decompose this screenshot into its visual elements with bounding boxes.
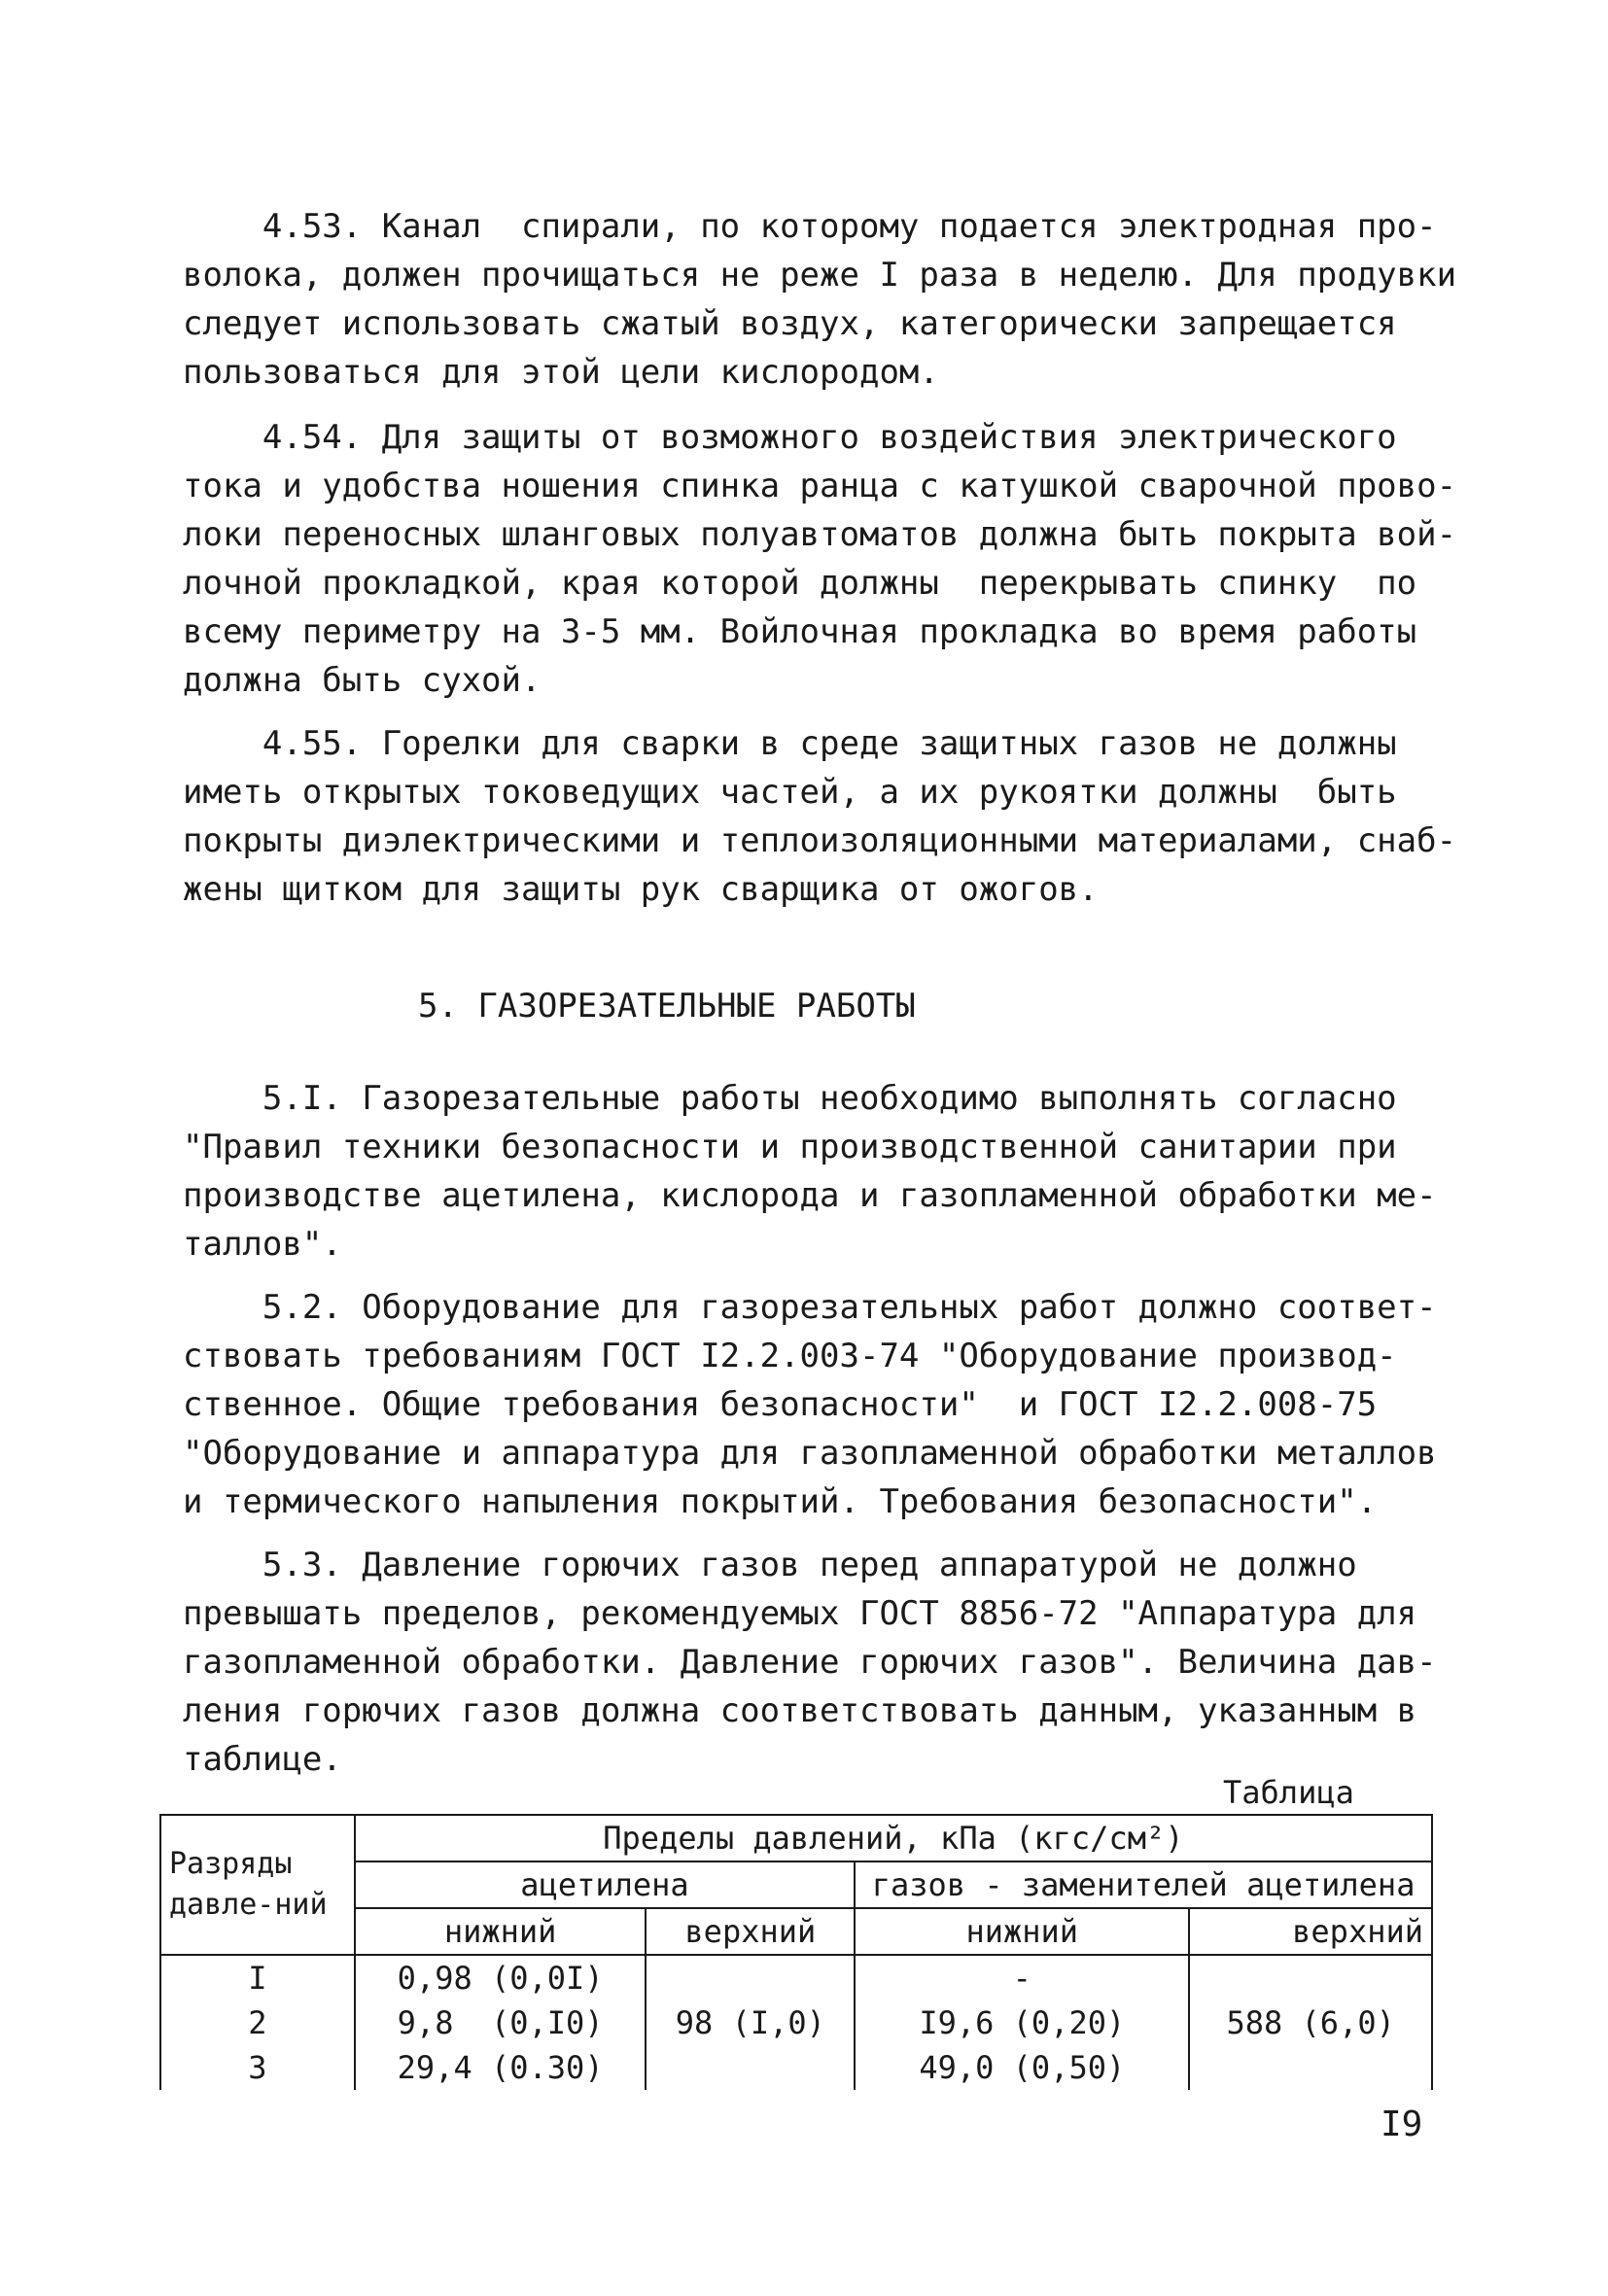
text-line: лочной прокладкой, края которой должны перекрывать спинку по: [183, 564, 1417, 603]
table-cell: I: [160, 1955, 355, 2000]
pressure-table-wrap: [159, 1814, 1433, 2090]
column-header: верхний: [646, 1908, 855, 1955]
text-line: и термического напыления покрытий. Требования безопасности".: [183, 1482, 1378, 1521]
text-line: ственное. Общие требования безопасности" и ГОСТ I2.2.008-75: [183, 1385, 1378, 1424]
table-caption: Таблица: [1223, 1774, 1354, 1811]
text-line: таблице.: [183, 1740, 342, 1779]
paragraph-5-1: [183, 1074, 1447, 1269]
column-header: газов - заменителей ацетилена: [855, 1861, 1432, 1908]
table-cell: [1189, 2045, 1432, 2090]
table-cell: 2: [160, 2000, 355, 2045]
text-line: 5.I. Газорезательные работы необходимо выполнять согласно: [183, 1079, 1397, 1118]
column-header: ацетилена: [355, 1861, 855, 1908]
paragraph-5-3: [183, 1541, 1447, 1784]
table-row: [160, 2045, 1432, 2090]
page-number: I9: [1381, 2105, 1423, 2144]
text-line: жены щитком для защиты рук сварщика от ожогов.: [183, 870, 1099, 909]
text-line: следует использовать сжатый воздух, категорически запрещается: [183, 304, 1397, 343]
text-line: "Правил техники безопасности и производственной санитарии при: [183, 1128, 1397, 1166]
text-line: 5.3. Давление горючих газов перед аппаратурой не должно: [183, 1546, 1357, 1584]
table-cell: 588 (6,0): [1189, 2000, 1432, 2045]
text-line: производстве ацетилена, кислорода и газопламенной обработки ме-: [183, 1176, 1437, 1215]
table-cell: 0,98 (0,0I): [355, 1955, 647, 2000]
text-line: ствовать требованиям ГОСТ I2.2.003-74 "Оборудование производ-: [183, 1337, 1397, 1375]
text-line: локи переносных шланговых полуавтоматов должна быть покрыта вой-: [183, 515, 1457, 554]
paragraph-4-53: [183, 202, 1457, 397]
text-line: тока и удобства ношения спинка ранца с катушкой сварочной прово-: [183, 467, 1457, 505]
table-cell: 9,8 (0,I0): [355, 2000, 647, 2045]
text-line: таллов".: [183, 1225, 342, 1264]
pressure-table: [159, 1814, 1433, 2090]
table-cell: 98 (I,0): [646, 2000, 855, 2045]
text-line: иметь открытых токоведущих частей, а их рукоятки должны быть: [183, 773, 1397, 812]
table-cell: -: [855, 1955, 1189, 2000]
table-cell: [1189, 1955, 1432, 2000]
text-line: превышать пределов, рекомендуемых ГОСТ 8856-72 "Аппаратура для: [183, 1594, 1417, 1633]
table-row: [160, 1955, 1432, 2000]
table-cell: I9,6 (0,20): [855, 2000, 1189, 2045]
paragraph-4-55: [183, 719, 1457, 914]
text-line: должна быть сухой.: [183, 661, 542, 700]
group-header-text: Пределы давлений, кПа (кгс/см²): [603, 1820, 1184, 1857]
column-header: нижний: [355, 1908, 647, 1955]
text-line: газопламенной обработки. Давление горючих газов". Величина дав-: [183, 1643, 1437, 1682]
text-line: пользоваться для этой цели кислородом.: [183, 353, 939, 392]
text-line: 5.2. Оборудование для газорезательных работ должно соответ-: [183, 1288, 1437, 1327]
column-header: верхний: [1189, 1908, 1432, 1955]
text-line: ления горючих газов должна соответствовать данным, указанным в: [183, 1691, 1417, 1730]
table-row: [160, 2000, 1432, 2045]
text-line: 4.54. Для защиты от возможного воздействия электрического: [183, 418, 1397, 457]
group-header-cell: [355, 1815, 1432, 1861]
row-header-text: Разряды давле-ний: [169, 1847, 328, 1922]
text-line: "Оборудование и аппаратура для газопламенной обработки металлов: [183, 1434, 1437, 1473]
column-header: нижний: [855, 1908, 1189, 1955]
table-cell: 3: [160, 2045, 355, 2090]
text-line: покрыты диэлектрическими и теплоизоляционными материалами, снаб-: [183, 821, 1457, 860]
paragraph-4-54: [183, 413, 1457, 705]
table-cell: 49,0 (0,50): [855, 2045, 1189, 2090]
section-heading: 5. ГАЗОРЕЗАТЕЛЬНЫЕ РАБОТЫ: [418, 987, 916, 1026]
table-cell: [646, 1955, 855, 2000]
row-header-cell: [160, 1815, 355, 1955]
text-line: 4.55. Горелки для сварки в среде защитных газов не должны: [183, 724, 1397, 763]
text-line: 4.53. Канал спирали, по которому подается электродная про-: [183, 207, 1437, 246]
table-cell: [646, 2045, 855, 2090]
table-header-row: [160, 1815, 1432, 1861]
paragraph-5-2: [183, 1283, 1447, 1526]
text-line: всему периметру на 3-5 мм. Войлочная прокладка во время работы: [183, 612, 1417, 651]
text-line: волока, должен прочищаться не реже I раза в неделю. Для продувки: [183, 256, 1457, 295]
table-cell: 29,4 (0.30): [355, 2045, 647, 2090]
